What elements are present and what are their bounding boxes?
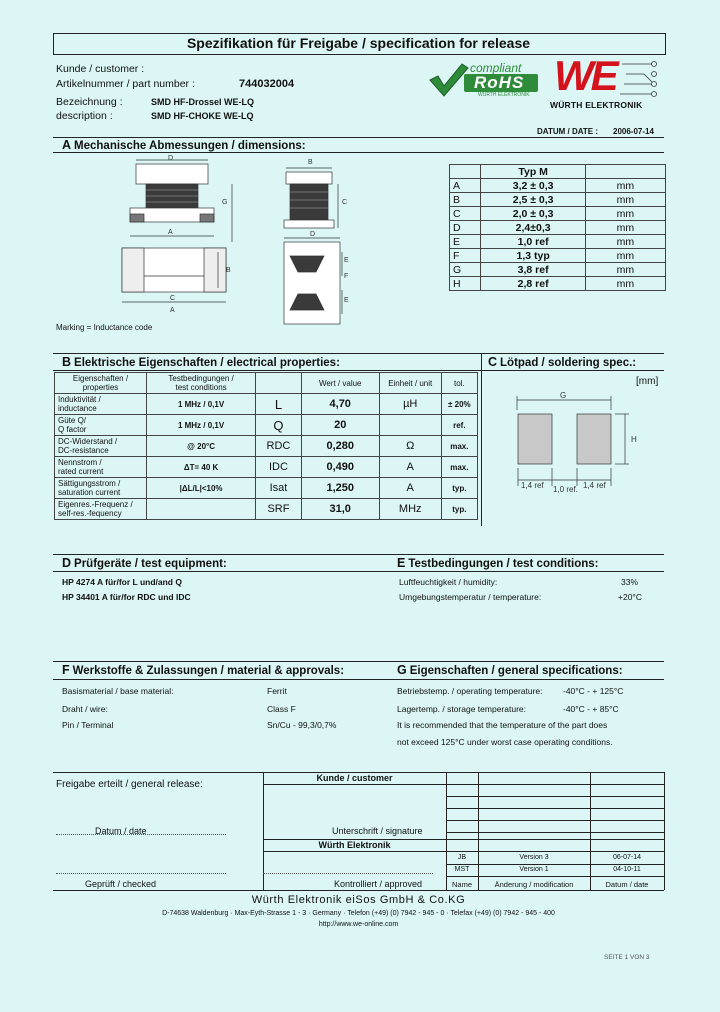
we-logo-text: WE — [554, 52, 616, 99]
dim-row-value: 2,4±0,3 — [481, 221, 585, 235]
history-name: MST — [454, 866, 470, 873]
release-label: Freigabe erteilt / general release: — [56, 779, 203, 790]
dim-row-value: 1,3 typ — [481, 249, 585, 263]
history-date: 04-10-11 — [613, 866, 641, 873]
wuerth-header: Würth Elektronik — [318, 840, 391, 850]
unit — [379, 415, 441, 436]
symbol: SRF — [256, 499, 302, 520]
dim-row-value: 3,2 ± 0,3 — [481, 179, 585, 193]
dim-row-label: A — [450, 179, 481, 193]
value: 31,0 — [301, 499, 379, 520]
test-condition: 1 MHz / 0,1V — [146, 394, 255, 415]
history-change-header: Änderung / modification — [494, 880, 574, 889]
test-condition — [146, 499, 255, 520]
material-value: Sn/Cu - 99,3/0,7% — [267, 720, 337, 730]
dim-row-value: 2,5 ± 0,3 — [481, 193, 585, 207]
history-name-header: Name — [451, 880, 472, 889]
test-condition: ΔT= 40 K — [146, 457, 255, 478]
unit: µH — [379, 394, 441, 415]
prop-label-en: Q factor — [58, 425, 87, 434]
dim-row-label: B — [450, 193, 481, 207]
rohs-compliant-text: compliant — [470, 61, 522, 75]
test-condition: 1 MHz / 0,1V — [146, 415, 255, 436]
tolerance: ± 20% — [441, 394, 477, 415]
dim-label-b: B — [308, 159, 313, 166]
spec-value: -40°C - + 125°C — [563, 686, 624, 696]
section-b-title: B Elektrische Eigenschaften / electrical properties: — [62, 355, 340, 369]
dim-label-f: F — [344, 273, 349, 280]
prop-label: Eigenres.-Frequenz / — [58, 500, 133, 509]
prop-label-en: rated current — [58, 467, 104, 476]
we-logo — [548, 52, 668, 114]
designation-label: Bezeichnung : — [56, 96, 123, 108]
unit: A — [379, 478, 441, 499]
prop-label: Induktivität / — [58, 395, 101, 404]
solder-dim-2: 1,0 ref. — [553, 485, 578, 494]
spec-note-1: It is recommended that the temperature of the part does — [397, 720, 608, 730]
company-url: http://www.we-online.com — [318, 921, 399, 928]
dim-label-c2: C — [170, 295, 176, 302]
dim-row-value: 2,0 ± 0,3 — [481, 207, 585, 221]
value: 1,250 — [301, 478, 379, 499]
material-value: Ferrit — [267, 686, 287, 696]
checked-label: Geprüft / checked — [85, 879, 157, 889]
dim-label-b2: B — [226, 267, 231, 274]
symbol: Isat — [256, 478, 302, 499]
col-value: Wert / value — [301, 373, 379, 394]
section-a-title: A Mechanische Abmessungen / dimensions: — [62, 138, 306, 152]
section-f-title: F Werkstoffe & Zulassungen / material & approvals: — [62, 663, 345, 677]
history-name: JB — [457, 854, 467, 861]
symbol: Q — [256, 415, 302, 436]
circuit-lines-icon — [548, 56, 668, 106]
signature-label: Unterschrift / signature — [332, 826, 423, 836]
symbol: RDC — [256, 436, 302, 457]
solder-label-g: G — [560, 391, 567, 400]
approved-label: Kontrolliert / approved — [334, 879, 423, 889]
dim-row-label: C — [450, 207, 481, 221]
col-unit: Einheit / unit — [379, 373, 441, 394]
col-cond-2: test conditions — [175, 383, 227, 392]
dimensions-table — [449, 164, 666, 291]
dim-row-label: G — [450, 263, 481, 277]
dim-row-label: H — [450, 277, 481, 291]
col-tol: tol. — [441, 373, 477, 394]
dim-row-unit: mm — [585, 235, 665, 249]
value: 0,490 — [301, 457, 379, 478]
solder-label-h: H — [631, 435, 637, 444]
electrical-table — [54, 372, 478, 520]
history-change: Version 3 — [519, 854, 549, 861]
customer-label: Kunde / customer : — [56, 63, 145, 75]
material-label: Basismaterial / base material: — [62, 686, 174, 696]
dim-row-value: 2,8 ref — [481, 277, 585, 291]
tolerance: typ. — [441, 499, 477, 520]
type-header: Typ M — [481, 165, 585, 179]
dim-label-d2: D — [310, 231, 316, 238]
spec-value: -40°C - + 85°C — [563, 704, 619, 714]
description-value: SMD HF-CHOKE WE-LQ — [151, 111, 254, 121]
material-value: Class F — [267, 704, 296, 714]
page-title: Spezifikation für Freigabe / specification for release — [186, 35, 531, 51]
history-date: 06-07-14 — [612, 854, 642, 861]
section-c-title: C Lötpad / soldering spec.: — [488, 355, 637, 369]
tolerance: ref. — [441, 415, 477, 436]
symbol: IDC — [256, 457, 302, 478]
col-cond-1: Testbedingungen / — [168, 374, 234, 383]
prop-label-en: saturation current — [58, 488, 121, 497]
spec-label: Betriebstemp. / operating temperature: — [397, 686, 543, 696]
company-name: Würth Elektronik eiSos GmbH & Co.KG — [251, 894, 466, 906]
unit: Ω — [379, 436, 441, 457]
section-g-title: G Eigenschaften / general specifications: — [397, 663, 623, 677]
dim-label-d: D — [168, 155, 174, 162]
test-condition: @ 20°C — [146, 436, 255, 457]
dim-row-value: 1,0 ref — [481, 235, 585, 249]
condition-value: +20°C — [618, 592, 642, 602]
prop-label: Güte Q/ — [58, 416, 87, 425]
dim-row-unit: mm — [585, 221, 665, 235]
tolerance: max. — [441, 436, 477, 457]
part-number: 744032004 — [239, 78, 295, 90]
history-date-header: Datum / date — [605, 880, 649, 889]
we-name: WÜRTH ELEKTRONIK — [550, 100, 643, 110]
spec-label: Lagertemp. / storage temperature: — [397, 704, 526, 714]
condition-label: Umgebungstemperatur / temperature: — [399, 592, 542, 602]
dim-row-label: E — [450, 235, 481, 249]
unit: A — [379, 457, 441, 478]
value: 0,280 — [301, 436, 379, 457]
spec-note-2: not exceed 125°C under worst case operating conditions. — [397, 737, 613, 747]
dim-label-e2: E — [344, 297, 349, 304]
unit: MHz — [379, 499, 441, 520]
dim-label-c: C — [342, 199, 348, 206]
test-equipment-1: HP 4274 A für/for L und/and Q — [62, 577, 182, 587]
test-equipment-2: HP 34401 A für/for RDC und IDC — [62, 592, 191, 602]
date-label: DATUM / DATE : — [537, 127, 599, 136]
condition-value: 33% — [621, 577, 639, 587]
dim-row-unit: mm — [585, 193, 665, 207]
dim-row-unit: mm — [585, 277, 665, 291]
dim-label-a: A — [168, 229, 173, 236]
tolerance: typ. — [441, 478, 477, 499]
solder-dim-1: 1,4 ref — [521, 481, 544, 490]
date-sign-label: Datum / date — [95, 826, 147, 836]
prop-label: Nennstrom / — [58, 458, 102, 467]
description-label: description : — [56, 110, 113, 122]
dim-label-a2: A — [170, 307, 175, 314]
dim-row-unit: mm — [585, 207, 665, 221]
rohs-sub-text: WÜRTH ELEKTRONIK — [478, 92, 530, 98]
company-address: D-74638 Waldenburg · Max-Eyth-Strasse 1 - 3 · Germany · Telefon (+49) (0) 7942 - 945 - 0 · Telefax (+49) (0) 7942 - 945 - 400 — [162, 910, 555, 917]
rohs-logo — [428, 62, 540, 100]
symbol: L — [256, 394, 302, 415]
section-d-title: D Prüfgeräte / test equipment: — [62, 556, 227, 570]
test-condition: |ΔL/L|<10% — [146, 478, 255, 499]
solder-unit: [mm] — [636, 376, 659, 387]
dim-row-unit: mm — [585, 179, 665, 193]
page-indicator: SEITE 1 VON 3 — [604, 954, 650, 961]
marking-note: Marking = Inductance code — [56, 323, 153, 332]
prop-label-en: DC-resistance — [58, 446, 109, 455]
dim-row-unit: mm — [585, 263, 665, 277]
value: 20 — [301, 415, 379, 436]
prop-label-en: inductance — [58, 404, 97, 413]
rohs-text: RoHS — [474, 73, 525, 92]
history-change: Version 1 — [519, 866, 549, 873]
col-prop-2: properties — [82, 383, 119, 392]
tolerance: max. — [441, 457, 477, 478]
dim-row-unit: mm — [585, 249, 665, 263]
dim-row-label: D — [450, 221, 481, 235]
dimension-drawing — [110, 152, 360, 337]
part-label: Artikelnummer / part number : — [56, 78, 195, 90]
dim-row-value: 3,8 ref — [481, 263, 585, 277]
value: 4,70 — [301, 394, 379, 415]
prop-label: DC-Widerstand / — [58, 437, 118, 446]
col-prop-1: Eigenschaften / — [72, 374, 129, 383]
dim-label-g: G — [222, 199, 228, 206]
dim-label-e: E — [344, 257, 349, 264]
dim-row-label: F — [450, 249, 481, 263]
section-e-title: E Testbedingungen / test conditions: — [397, 556, 599, 570]
material-label: Draht / wire: — [62, 704, 108, 714]
date-value: 2006-07-14 — [613, 127, 654, 136]
material-label: Pin / Terminal — [62, 720, 114, 730]
designation-value: SMD HF-Drossel WE-LQ — [151, 97, 255, 107]
solder-pad-drawing — [505, 388, 645, 498]
prop-label: Sättigungsstrom / — [58, 479, 121, 488]
prop-label-en: self-res.-fequency — [58, 509, 122, 518]
customer-header: Kunde / customer — [316, 773, 393, 783]
solder-dim-3: 1,4 ref — [583, 481, 606, 490]
condition-label: Luftfeuchtigkeit / humidity: — [399, 577, 498, 587]
